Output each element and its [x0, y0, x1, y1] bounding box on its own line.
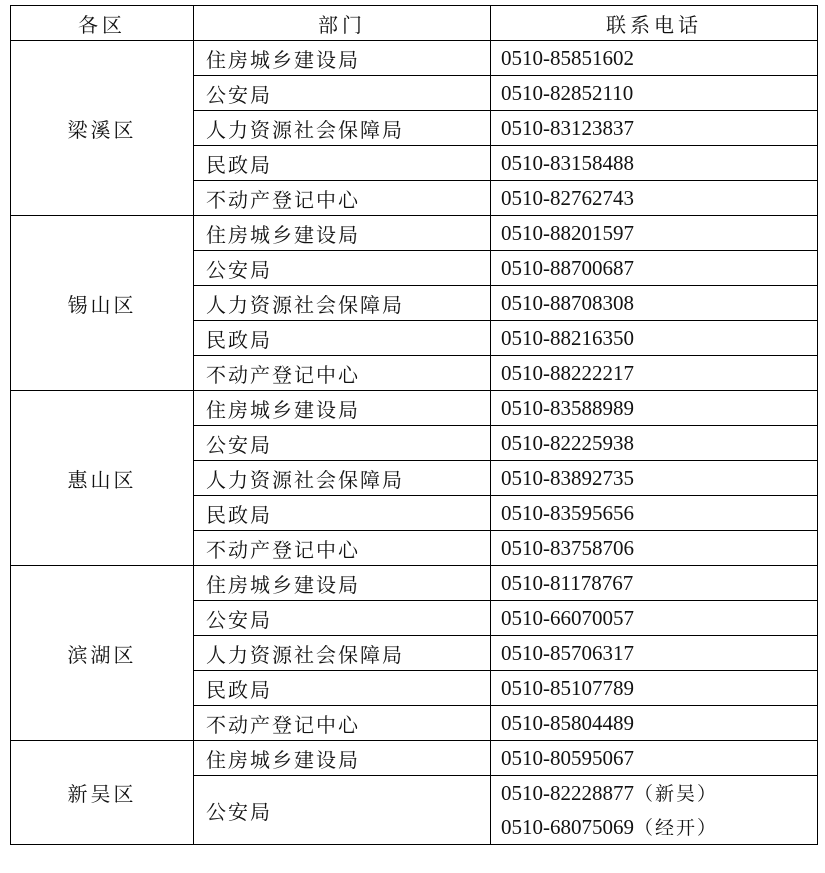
department-cell: 公安局	[194, 251, 491, 286]
phone-cell: 0510-80595067	[491, 741, 818, 776]
phone-note: （新吴）	[634, 783, 719, 805]
phone-cell: 0510-83595656	[491, 496, 818, 531]
header-department: 部门	[194, 6, 491, 41]
header-district: 各区	[11, 6, 194, 41]
phone-number: 0510-82228877	[501, 781, 634, 805]
department-cell: 住房城乡建设局	[194, 41, 491, 76]
department-cell: 人力资源社会保障局	[194, 111, 491, 146]
phone-cell: 0510-83758706	[491, 531, 818, 566]
phone-line	[501, 776, 817, 810]
department-cell: 住房城乡建设局	[194, 216, 491, 251]
phone-cell: 0510-88700687	[491, 251, 818, 286]
phone-cell: 0510-88201597	[491, 216, 818, 251]
department-cell: 公安局	[194, 776, 491, 845]
department-cell: 公安局	[194, 76, 491, 111]
department-cell: 不动产登记中心	[194, 706, 491, 741]
phone-cell: 0510-66070057	[491, 601, 818, 636]
district-cell: 梁溪区	[11, 41, 194, 216]
department-cell: 公安局	[194, 601, 491, 636]
department-cell: 不动产登记中心	[194, 356, 491, 391]
table-row	[11, 391, 818, 426]
contact-table	[10, 5, 818, 845]
phone-cell: 0510-85851602	[491, 41, 818, 76]
phone-number: 0510-68075069	[501, 815, 634, 839]
district-cell: 惠山区	[11, 391, 194, 566]
table-row	[11, 741, 818, 776]
phone-cell: 0510-83158488	[491, 146, 818, 181]
department-cell: 民政局	[194, 321, 491, 356]
department-cell: 住房城乡建设局	[194, 391, 491, 426]
phone-cell-multi	[491, 776, 818, 845]
department-cell: 住房城乡建设局	[194, 566, 491, 601]
header-row	[11, 6, 818, 41]
header-phone: 联系电话	[491, 6, 818, 41]
phone-cell: 0510-81178767	[491, 566, 818, 601]
phone-cell: 0510-85804489	[491, 706, 818, 741]
phone-cell: 0510-88222217	[491, 356, 818, 391]
department-cell: 人力资源社会保障局	[194, 286, 491, 321]
phone-cell: 0510-88216350	[491, 321, 818, 356]
phone-cell: 0510-82225938	[491, 426, 818, 461]
phone-cell: 0510-83123837	[491, 111, 818, 146]
district-cell: 新吴区	[11, 741, 194, 845]
phone-cell: 0510-85107789	[491, 671, 818, 706]
phone-cell: 0510-88708308	[491, 286, 818, 321]
table-row	[11, 41, 818, 76]
phone-note: （经开）	[634, 817, 719, 839]
department-cell: 不动产登记中心	[194, 181, 491, 216]
table-row	[11, 216, 818, 251]
phone-cell: 0510-83588989	[491, 391, 818, 426]
district-cell: 滨湖区	[11, 566, 194, 741]
department-cell: 民政局	[194, 671, 491, 706]
phone-cell: 0510-85706317	[491, 636, 818, 671]
department-cell: 人力资源社会保障局	[194, 636, 491, 671]
phone-line	[501, 810, 817, 844]
phone-cell: 0510-83892735	[491, 461, 818, 496]
department-cell: 不动产登记中心	[194, 531, 491, 566]
department-cell: 住房城乡建设局	[194, 741, 491, 776]
phone-cell: 0510-82762743	[491, 181, 818, 216]
table-row	[11, 566, 818, 601]
department-cell: 民政局	[194, 496, 491, 531]
department-cell: 民政局	[194, 146, 491, 181]
phone-cell: 0510-82852110	[491, 76, 818, 111]
department-cell: 人力资源社会保障局	[194, 461, 491, 496]
district-cell: 锡山区	[11, 216, 194, 391]
department-cell: 公安局	[194, 426, 491, 461]
